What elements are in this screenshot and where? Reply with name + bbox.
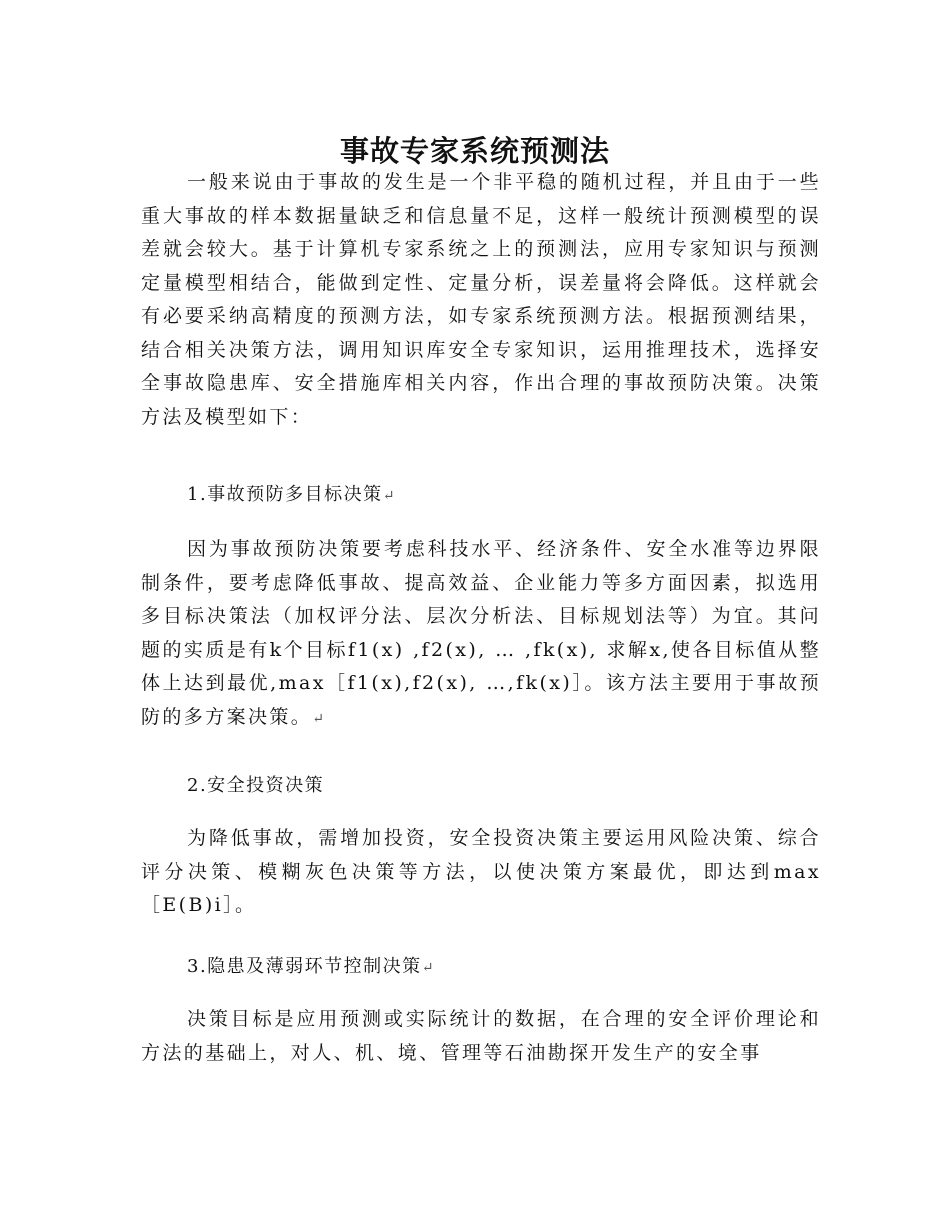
paragraph-mark: ↵ xyxy=(421,960,434,976)
body-paragraph: 一般来说由于事故的发生是一个非平稳的随机过程，并且由于一些重大事故的样本数据量缺乏和信息量不足，这样一般统计预测模型的误差就会较大。基于计算机专家系统之上的预测法，应用专家知识与预测定量模型相结合，能做到定性、定量分析，误差量将会降低。这样就会有必要采纳高精度的预测方法，如专家系统预测方法。根据预测结果，结合相关决策方法，调用知识库安全专家知识，运用推理技术，选择安全事故隐患库、安全措施库相关内容，作出合理的事故预防决策。决策方法及模型如下： xyxy=(141,171,821,428)
body-paragraph-text: 因为事故预防决策要考虑科技水平、经济条件、安全水准等边界限制条件，要考虑降低事故、提高效益、企业能力等多方面因素，拟选用多目标决策法（加权评分法、层次分析法、目标规划法等）为宜。其问题的实质是有k个目标f1(x) ,f2(x), … ,fk(x), 求解x,使各目标值从整体上达到最优,max［f1(x),f2(x), …,fk(x)］。该方法主要用于事故预防的多方案决策。 xyxy=(141,538,821,728)
section-heading xyxy=(187,480,827,511)
paragraph-mark: ↵ xyxy=(312,710,324,727)
section-heading-text: 3.隐患及薄弱环节控制决策 xyxy=(187,956,422,977)
section-heading-text: 1.事故预防多目标决策 xyxy=(187,484,383,505)
document-title: 事故专家系统预测法 xyxy=(339,134,610,169)
body-paragraph: 决策目标是应用预测或实际统计的数据，在合理的安全评价理论和方法的基础上，对人、机、境、管理等石油勘探开发生产的安全事 xyxy=(141,1008,821,1064)
section-heading: 2.安全投资决策 xyxy=(187,775,325,796)
body-paragraph: 为降低事故，需增加投资，安全投资决策主要运用风险决策、综合评分决策、模糊灰色决策等方法，以使决策方案最优，即达到max［E(B)i］。 xyxy=(141,827,821,916)
paragraph-mark: ↵ xyxy=(382,488,395,504)
body-paragraph xyxy=(141,533,821,736)
section-heading xyxy=(187,952,827,983)
